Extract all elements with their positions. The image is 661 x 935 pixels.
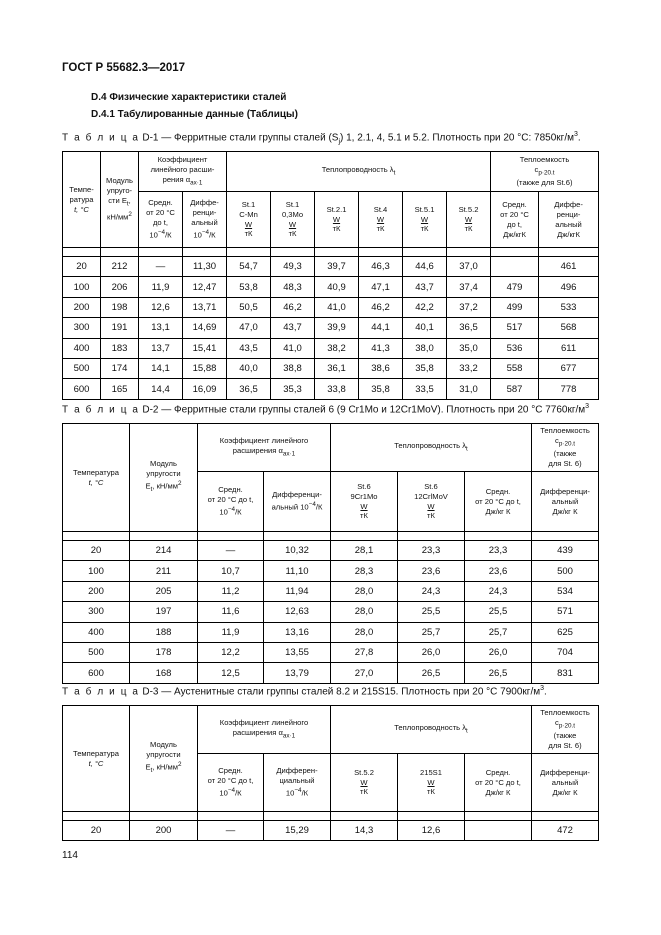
table-row <box>63 297 599 317</box>
table-cell: 41,0 <box>271 338 315 358</box>
table-d3-head <box>63 706 599 812</box>
col-cond-avg: Средн. от 20 °С до t, Дж/кг К <box>465 472 532 532</box>
table-cell: 600 <box>63 379 101 399</box>
col-st1-mo: St.1 0,3Mo $\frac{W}{тК}$ <box>271 192 315 248</box>
col-st4: St.4 $\frac{W}{тК}$ <box>359 192 403 248</box>
col-st6-12crlmov: St.6 12CrlMoV $\frac{W}{тК}$ <box>398 472 465 532</box>
col-215s1: 215S1 $\frac{W}{тК}$ <box>398 754 465 812</box>
table-cell: 47,0 <box>227 318 271 338</box>
table-row <box>63 602 599 622</box>
table-cell: 479 <box>491 277 539 297</box>
table-cell: 33,8 <box>315 379 359 399</box>
table-cell: 23,3 <box>398 541 465 561</box>
table-cell: 10,32 <box>264 541 331 561</box>
table-cell: 191 <box>101 318 139 338</box>
table-cell: 24,3 <box>465 581 532 601</box>
table-cell: 25,5 <box>398 602 465 622</box>
table-cell: 300 <box>63 318 101 338</box>
table-cell: 11,6 <box>198 602 264 622</box>
table-cell: 26,5 <box>398 663 465 683</box>
table-cell: 28,0 <box>331 622 398 642</box>
table-row <box>63 338 599 358</box>
table-d1 <box>62 151 599 400</box>
caption-end: . <box>577 132 581 144</box>
col-diff-coef: Дифферен- циальный $10^{-4}/К$ <box>264 754 331 812</box>
table-cell: 38,0 <box>403 338 447 358</box>
table-cell: 13,71 <box>183 297 227 317</box>
table-cell: 31,0 <box>447 379 491 399</box>
col-heat-diff: Дифференци- альный Дж/кг К <box>532 472 599 532</box>
table-row <box>63 622 599 642</box>
table-cell: 12,6 <box>139 297 183 317</box>
table-cell: 499 <box>491 297 539 317</box>
table-cell: 11,30 <box>183 257 227 277</box>
table-cell: 25,7 <box>398 622 465 642</box>
table-cell: — <box>198 541 264 561</box>
table-row <box>63 318 599 338</box>
table-d3 <box>62 705 599 841</box>
table-cell: 44,6 <box>403 257 447 277</box>
col-avg-coef: Средн. от 20 °С до t, $10^{-4}/К$ <box>198 472 264 532</box>
col-st6-9cr1mo: St.6 9Cr1Mo $\frac{W}{тК}$ <box>331 472 398 532</box>
table-cell: 174 <box>101 358 139 378</box>
col-heat-avg: Средн. от 20 °С до t, Дж/кгК <box>491 192 539 248</box>
table-row <box>63 277 599 297</box>
table-cell: 50,5 <box>227 297 271 317</box>
table-cell: 165 <box>101 379 139 399</box>
table-cell: 517 <box>491 318 539 338</box>
col-expansion-coef: Коэффициент линейного расши- рения $\alpha_{ax\cdot 1}$ <box>139 152 227 192</box>
table-cell: 100 <box>63 277 101 297</box>
table-cell: 12,2 <box>198 642 264 662</box>
caption-sup: 3 <box>540 685 545 692</box>
table-cell: 11,94 <box>264 581 331 601</box>
table-cell: 15,88 <box>183 358 227 378</box>
col-st1-cmn: St.1 C-Mn $\frac{W}{тК}$ <box>227 192 271 248</box>
table-cell: 38,8 <box>271 358 315 378</box>
table-cell: 36,1 <box>315 358 359 378</box>
table-row <box>63 642 599 662</box>
table-cell: 206 <box>101 277 139 297</box>
table-cell: 571 <box>532 602 599 622</box>
table-cell: 611 <box>539 338 599 358</box>
caption-rest: ) 1, 2.1, 4, 5.1 и 5.2. Плотность при 20 °С: 7850кг/м <box>340 132 574 144</box>
table-cell: 24,3 <box>398 581 465 601</box>
table-cell: 47,1 <box>359 277 403 297</box>
table-cell: 500 <box>532 561 599 581</box>
col-heat-capacity: Теплоемкость $c_{p\cdot 20.t}$ (также для St. 6) <box>532 424 599 472</box>
table-cell: 43,7 <box>271 318 315 338</box>
col-expansion-coef: Коэффициент линейного расширения $\alpha_{ax\cdot 1}$ <box>198 706 331 754</box>
caption-sup: 3 <box>573 131 578 138</box>
table-cell: 38,2 <box>315 338 359 358</box>
table-cell: 704 <box>532 642 599 662</box>
table-d1-head <box>63 152 599 248</box>
page-number: 114 <box>62 850 78 861</box>
table-cell: 48,3 <box>271 277 315 297</box>
table-cell: 183 <box>101 338 139 358</box>
table-d2-caption <box>62 403 589 415</box>
col-cond-avg: Средн. от 20 °С до t, Дж/кг К <box>465 754 532 812</box>
col-st21: St.2.1 $\frac{W}{тК}$ <box>315 192 359 248</box>
table-cell: 23,6 <box>398 561 465 581</box>
table-cell <box>465 821 532 841</box>
table-cell: 12,63 <box>264 602 331 622</box>
caption-label: Т а б л и ц а <box>62 404 140 416</box>
table-cell: 38,6 <box>359 358 403 378</box>
table-cell: 14,1 <box>139 358 183 378</box>
table-cell: 13,16 <box>264 622 331 642</box>
col-st51: St.5.1 $\frac{W}{тК}$ <box>403 192 447 248</box>
document-header: ГОСТ Р 55682.3—2017 <box>62 62 186 74</box>
col-diff-coef: Диффе- ренци- альный $10^{-4}/К$ <box>183 192 227 248</box>
table-cell: 54,7 <box>227 257 271 277</box>
table-row <box>63 663 599 683</box>
table-cell: 37,4 <box>447 277 491 297</box>
table-cell: 600 <box>63 663 130 683</box>
table-d1-caption <box>62 131 581 145</box>
table-cell: 197 <box>130 602 198 622</box>
table-cell: 35,3 <box>271 379 315 399</box>
table-cell: 14,4 <box>139 379 183 399</box>
table-row <box>63 821 599 841</box>
caption-label: Т а б л и ц а <box>62 686 140 698</box>
table-cell: 831 <box>532 663 599 683</box>
col-heat-diff: Диффе- ренци- альный Дж/кгК <box>539 192 599 248</box>
col-diff-coef: Дифференци- альный $10^{-4}/К$ <box>264 472 331 532</box>
table-cell: 46,2 <box>271 297 315 317</box>
table-d2-body <box>63 532 599 684</box>
caption-sup: 3 <box>585 403 590 410</box>
col-modulus: Модуль упругости $E_t$, $кН/мм^2$ <box>130 706 198 812</box>
col-heat-diff: Дифференци- альный Дж/кг К <box>532 754 599 812</box>
table-cell: 11,10 <box>264 561 331 581</box>
table-cell: 46,3 <box>359 257 403 277</box>
table-cell: 20 <box>63 257 101 277</box>
table-cell: 568 <box>539 318 599 338</box>
table-cell: 23,3 <box>465 541 532 561</box>
col-temperature: Температура t, °С <box>63 706 130 812</box>
table-row <box>63 561 599 581</box>
table-cell: 300 <box>63 602 130 622</box>
table-cell: 100 <box>63 561 130 581</box>
table-cell: 12,6 <box>398 821 465 841</box>
table-cell: 214 <box>130 541 198 561</box>
table-cell: 11,9 <box>198 622 264 642</box>
table-cell: 15,41 <box>183 338 227 358</box>
table-cell: 200 <box>130 821 198 841</box>
col-temperature: Темпе- ратура t, °С <box>63 152 101 248</box>
table-row <box>63 581 599 601</box>
table-cell: 198 <box>101 297 139 317</box>
table-cell: 13,55 <box>264 642 331 662</box>
table-cell: 12,47 <box>183 277 227 297</box>
caption-label: Т а б л и ц а <box>62 132 140 144</box>
table-cell: 44,1 <box>359 318 403 338</box>
table-cell: 37,2 <box>447 297 491 317</box>
col-avg-coef: Средн. от 20 °С до t, $10^{-4}/К$ <box>139 192 183 248</box>
table-d1-body <box>63 248 599 400</box>
table-cell: 36,5 <box>447 318 491 338</box>
table-cell: 461 <box>539 257 599 277</box>
table-cell: 778 <box>539 379 599 399</box>
table-cell: 40,1 <box>403 318 447 338</box>
table-cell: 27,8 <box>331 642 398 662</box>
table-cell: 26,0 <box>465 642 532 662</box>
table-cell: 46,2 <box>359 297 403 317</box>
table-cell: 28,1 <box>331 541 398 561</box>
table-cell: 14,69 <box>183 318 227 338</box>
caption-text: D-3 — Аустенитные стали группы сталей 8.2 и 215S15. Плотность при 20 °С 7900кг/м <box>142 686 541 698</box>
section-title-d41: D.4.1 Табулированные данные (Таблицы) <box>91 109 298 120</box>
table-cell: 13,79 <box>264 663 331 683</box>
table-cell <box>491 257 539 277</box>
table-cell: 33,5 <box>403 379 447 399</box>
table-d2 <box>62 423 599 684</box>
table-cell: 558 <box>491 358 539 378</box>
table-cell: 53,8 <box>227 277 271 297</box>
table-cell: 39,9 <box>315 318 359 338</box>
caption-text: D-1 — Ферритные стали группы сталей (S <box>142 132 339 144</box>
caption-end: . <box>544 686 547 698</box>
col-conductivity: Теплопроводность $\lambda_t$ <box>331 424 532 472</box>
table-row <box>63 541 599 561</box>
table-cell: 178 <box>130 642 198 662</box>
table-cell: 500 <box>63 642 130 662</box>
table-cell: 10,7 <box>198 561 264 581</box>
col-st52: St.5.2 $\frac{W}{тК}$ <box>447 192 491 248</box>
table-cell: 26,5 <box>465 663 532 683</box>
table-cell: 43,7 <box>403 277 447 297</box>
section-title-d4: D.4 Физические характеристики сталей <box>91 92 287 103</box>
table-cell: 212 <box>101 257 139 277</box>
table-cell: 439 <box>532 541 599 561</box>
table-cell: 400 <box>63 622 130 642</box>
table-cell: 20 <box>63 821 130 841</box>
table-cell: 625 <box>532 622 599 642</box>
table-cell: 400 <box>63 338 101 358</box>
table-cell: 14,3 <box>331 821 398 841</box>
table-cell: 43,5 <box>227 338 271 358</box>
table-cell: 41,0 <box>315 297 359 317</box>
table-cell: 25,5 <box>465 602 532 622</box>
table-cell: 41,3 <box>359 338 403 358</box>
col-temperature: Температура t, °С <box>63 424 130 532</box>
table-cell: 205 <box>130 581 198 601</box>
table-cell: 496 <box>539 277 599 297</box>
table-cell: 35,8 <box>403 358 447 378</box>
col-st52: St.5.2 $\frac{W}{тК}$ <box>331 754 398 812</box>
table-cell: 13,1 <box>139 318 183 338</box>
table-cell: — <box>139 257 183 277</box>
table-cell: 534 <box>532 581 599 601</box>
table-cell: 12,5 <box>198 663 264 683</box>
table-cell: 188 <box>130 622 198 642</box>
table-cell: 211 <box>130 561 198 581</box>
col-expansion-coef: Коэффициент линейного расширения $\alpha_{ax\cdot 1}$ <box>198 424 331 472</box>
caption-sub: j <box>338 138 341 146</box>
table-cell: 13,7 <box>139 338 183 358</box>
table-row <box>63 379 599 399</box>
table-cell: 40,0 <box>227 358 271 378</box>
table-cell: 11,9 <box>139 277 183 297</box>
table-cell: 37,0 <box>447 257 491 277</box>
table-cell: 677 <box>539 358 599 378</box>
col-heat-capacity: Теплоемкость $c_{p\cdot 20.t}$ (также для St. 6) <box>532 706 599 754</box>
table-cell: 23,6 <box>465 561 532 581</box>
table-cell: 35,0 <box>447 338 491 358</box>
caption-text: D-2 — Ферритные стали группы сталей 6 (9 Cr1Mo и 12Cr1MoV). Плотность при 20 °С 7760кг/м <box>142 404 586 416</box>
table-row <box>63 358 599 378</box>
table-cell: 49,3 <box>271 257 315 277</box>
table-cell: 200 <box>63 581 130 601</box>
col-modulus: Модуль упруго- сти $E_t$, $кН/мм^2$ <box>101 152 139 248</box>
col-avg-coef: Средн. от 20 °С до t, $10^{-4}/К$ <box>198 754 264 812</box>
table-cell: 11,2 <box>198 581 264 601</box>
table-cell: 35,8 <box>359 379 403 399</box>
table-cell: 472 <box>532 821 599 841</box>
table-d3-body <box>63 812 599 841</box>
table-cell: 28,0 <box>331 581 398 601</box>
table-cell: 536 <box>491 338 539 358</box>
table-cell: 168 <box>130 663 198 683</box>
table-cell: 587 <box>491 379 539 399</box>
table-cell: 16,09 <box>183 379 227 399</box>
col-heat-capacity: Теплоемкость $c_{p\cdot 20.t}$ (также для St.6) <box>491 152 599 192</box>
table-cell: 200 <box>63 297 101 317</box>
table-row <box>63 257 599 277</box>
table-cell: — <box>198 821 264 841</box>
col-conductivity: Теплопроводность $\lambda_t$ <box>227 152 491 192</box>
table-cell: 28,0 <box>331 602 398 622</box>
table-cell: 15,29 <box>264 821 331 841</box>
table-cell: 26,0 <box>398 642 465 662</box>
table-cell: 20 <box>63 541 130 561</box>
col-modulus: Модуль упругости $E_t$, $кН/мм^2$ <box>130 424 198 532</box>
table-cell: 533 <box>539 297 599 317</box>
col-conductivity: Теплопроводность $\lambda_t$ <box>331 706 532 754</box>
table-cell: 27,0 <box>331 663 398 683</box>
table-cell: 36,5 <box>227 379 271 399</box>
table-cell: 28,3 <box>331 561 398 581</box>
table-cell: 25,7 <box>465 622 532 642</box>
table-cell: 39,7 <box>315 257 359 277</box>
table-cell: 40,9 <box>315 277 359 297</box>
table-cell: 42,2 <box>403 297 447 317</box>
table-d2-head <box>63 424 599 532</box>
table-d3-caption <box>62 685 547 697</box>
table-cell: 33,2 <box>447 358 491 378</box>
table-cell: 500 <box>63 358 101 378</box>
